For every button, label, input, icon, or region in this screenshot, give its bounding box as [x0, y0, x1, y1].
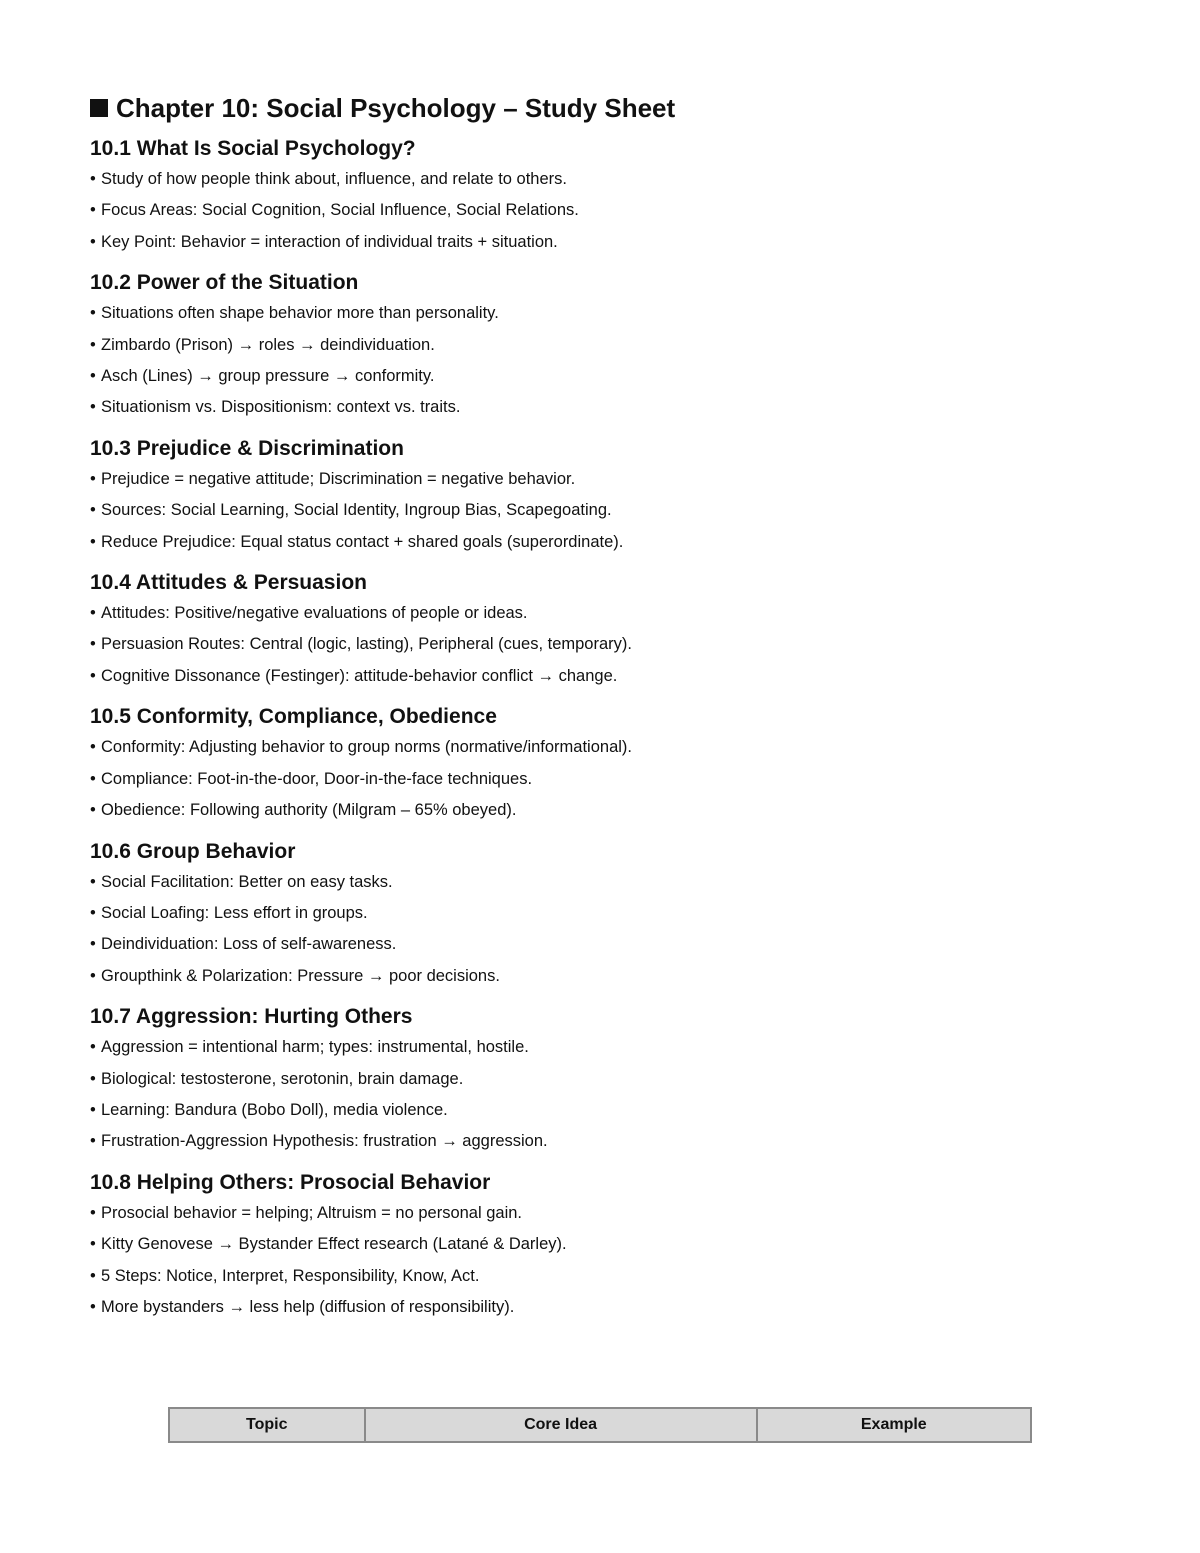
list-item	[90, 330, 1110, 361]
list-item	[90, 527, 1110, 558]
bullet-text: Frustration-Aggression Hypothesis: frustration → aggression.	[101, 1132, 548, 1151]
list-item	[90, 195, 1110, 226]
list-item	[90, 1095, 1110, 1126]
bullet-icon: •	[90, 1132, 96, 1151]
bullet-text: Situationism vs. Dispositionism: context vs. traits.	[101, 398, 461, 417]
bullet-text: Zimbardo (Prison) → roles → deindividuation.	[101, 335, 435, 354]
bullet-icon: •	[90, 604, 96, 623]
bullet-icon: •	[90, 170, 96, 188]
section-heading: 10.1 What Is Social Psychology?	[90, 137, 416, 160]
bullet-text: Aggression = intentional harm; types: instrumental, hostile.	[101, 1038, 529, 1057]
bullet-icon: •	[90, 398, 96, 417]
section-heading: 10.8 Helping Others: Prosocial Behavior	[90, 1170, 491, 1194]
section	[90, 702, 1110, 826]
bullet-text: Reduce Prejudice: Equal status contact + shared goals (superordinate).	[101, 532, 624, 551]
section-heading: 10.3 Prejudice & Discrimination	[90, 436, 404, 460]
column-header-core-idea: Core Idea	[365, 1408, 757, 1442]
bullet-text: Prosocial behavior = helping; Altruism = no personal gain.	[101, 1203, 522, 1222]
list-item	[90, 227, 1110, 258]
study-sheet	[90, 88, 1110, 1323]
bullet-text: Social Loafing: Less effort in groups.	[101, 903, 368, 922]
list-item	[90, 464, 1110, 495]
list-item	[90, 495, 1110, 526]
bullet-icon: •	[90, 469, 96, 488]
list-item	[90, 898, 1110, 929]
section	[90, 134, 1110, 258]
bullet-icon: •	[90, 935, 96, 954]
bullet-text: Asch (Lines) → group pressure → conformity.	[101, 367, 435, 386]
list-item	[90, 1198, 1110, 1229]
bullet-icon: •	[90, 801, 96, 820]
bullet-text: Compliance: Foot-in-the-door, Door-in-the-face techniques.	[101, 769, 533, 788]
bullet-list	[90, 298, 1110, 424]
bullet-icon: •	[90, 335, 96, 354]
list-item	[90, 1292, 1110, 1323]
list-item	[90, 929, 1110, 960]
bullet-text: Attitudes: Positive/negative evaluations of people or ideas.	[101, 604, 528, 623]
list-item	[90, 598, 1110, 629]
section-heading: 10.6 Group Behavior	[90, 839, 296, 863]
list-item	[90, 867, 1110, 898]
section	[90, 568, 1110, 692]
bullet-icon: •	[90, 1266, 96, 1285]
bullet-icon: •	[90, 367, 96, 386]
bullet-list	[90, 1032, 1110, 1158]
list-item	[90, 764, 1110, 795]
page-title	[90, 88, 1110, 128]
list-item	[90, 361, 1110, 392]
list-item	[90, 1064, 1110, 1095]
bullet-text: Groupthink & Polarization: Pressure → poor decisions.	[101, 966, 500, 985]
bullet-list	[90, 598, 1110, 692]
bullet-icon: •	[90, 304, 96, 323]
square-bullet-icon	[90, 99, 108, 117]
list-item	[90, 732, 1110, 763]
bullet-text: Persuasion Routes: Central (logic, lasting), Peripheral (cues, temporary).	[101, 635, 632, 654]
bullet-icon: •	[90, 1038, 96, 1057]
page-title-text: Chapter 10: Social Psychology – Study Sheet	[116, 93, 676, 123]
bullet-text: More bystanders → less help (diffusion of responsibility).	[101, 1297, 515, 1316]
bullet-icon: •	[90, 903, 96, 922]
bullet-list	[90, 164, 1110, 258]
summary-table	[168, 1407, 1032, 1443]
list-item	[90, 1229, 1110, 1260]
section-heading: 10.5 Conformity, Compliance, Obedience	[90, 705, 497, 729]
bullet-icon: •	[90, 1203, 96, 1222]
list-item	[90, 961, 1110, 992]
list-item	[90, 298, 1110, 329]
bullet-text: Kitty Genovese → Bystander Effect research (Latané & Darley).	[101, 1235, 567, 1254]
column-header-example: Example	[757, 1408, 1031, 1442]
bullet-icon: •	[90, 769, 96, 788]
section-heading: 10.7 Aggression: Hurting Others	[90, 1005, 413, 1029]
bullet-text: Cognitive Dissonance (Festinger): attitude-behavior conflict → change.	[101, 666, 618, 685]
bullet-icon: •	[90, 666, 96, 685]
list-item	[90, 1126, 1110, 1157]
list-item	[90, 164, 1110, 195]
bullet-icon: •	[90, 532, 96, 551]
bullet-text: Biological: testosterone, serotonin, brain damage.	[101, 1069, 464, 1088]
bullet-text: Social Facilitation: Better on easy tasks.	[101, 872, 393, 891]
bullet-text: Obedience: Following authority (Milgram – 65% obeyed).	[101, 801, 517, 820]
section-heading: 10.2 Power of the Situation	[90, 271, 359, 295]
list-item	[90, 661, 1110, 692]
bullet-icon: •	[90, 966, 96, 985]
bullet-icon: •	[90, 1235, 96, 1254]
bullet-text: Situations often shape behavior more than personality.	[101, 304, 499, 323]
bullet-list	[90, 867, 1110, 993]
bullet-icon: •	[90, 872, 96, 891]
bullet-list	[90, 1198, 1110, 1324]
bullet-text: Sources: Social Learning, Social Identity, Ingroup Bias, Scapegoating.	[101, 501, 612, 520]
bullet-text: Focus Areas: Social Cognition, Social Influence, Social Relations.	[101, 201, 579, 220]
list-item	[90, 795, 1110, 826]
bullet-icon: •	[90, 501, 96, 520]
column-header-topic: Topic	[169, 1408, 365, 1442]
bullet-icon: •	[90, 1297, 96, 1316]
section-heading: 10.4 Attitudes & Persuasion	[90, 571, 367, 595]
sections-container	[90, 134, 1110, 1323]
bullet-text: 5 Steps: Notice, Interpret, Responsibility, Know, Act.	[101, 1266, 480, 1285]
table-header-row	[169, 1408, 1031, 1442]
bullet-list	[90, 464, 1110, 558]
bullet-icon: •	[90, 201, 96, 220]
bullet-icon: •	[90, 738, 96, 757]
list-item	[90, 1261, 1110, 1292]
bullet-text: Conformity: Adjusting behavior to group norms (normative/informational).	[101, 738, 632, 757]
bullet-icon: •	[90, 1069, 96, 1088]
bullet-icon: •	[90, 232, 96, 251]
bullet-text: Key Point: Behavior = interaction of individual traits + situation.	[101, 232, 558, 251]
bullet-text: Deindividuation: Loss of self-awareness.	[101, 935, 397, 954]
section	[90, 837, 1110, 993]
list-item	[90, 392, 1110, 423]
list-item	[90, 629, 1110, 660]
bullet-text: Study of how people think about, influence, and relate to others.	[101, 170, 567, 188]
section	[90, 1002, 1110, 1158]
bullet-icon: •	[90, 635, 96, 654]
section	[90, 1168, 1110, 1324]
list-item	[90, 1032, 1110, 1063]
section	[90, 268, 1110, 424]
bullet-text: Prejudice = negative attitude; Discrimination = negative behavior.	[101, 469, 576, 488]
section	[90, 434, 1110, 558]
bullet-icon: •	[90, 1100, 96, 1119]
bullet-list	[90, 732, 1110, 826]
bullet-text: Learning: Bandura (Bobo Doll), media violence.	[101, 1100, 448, 1119]
